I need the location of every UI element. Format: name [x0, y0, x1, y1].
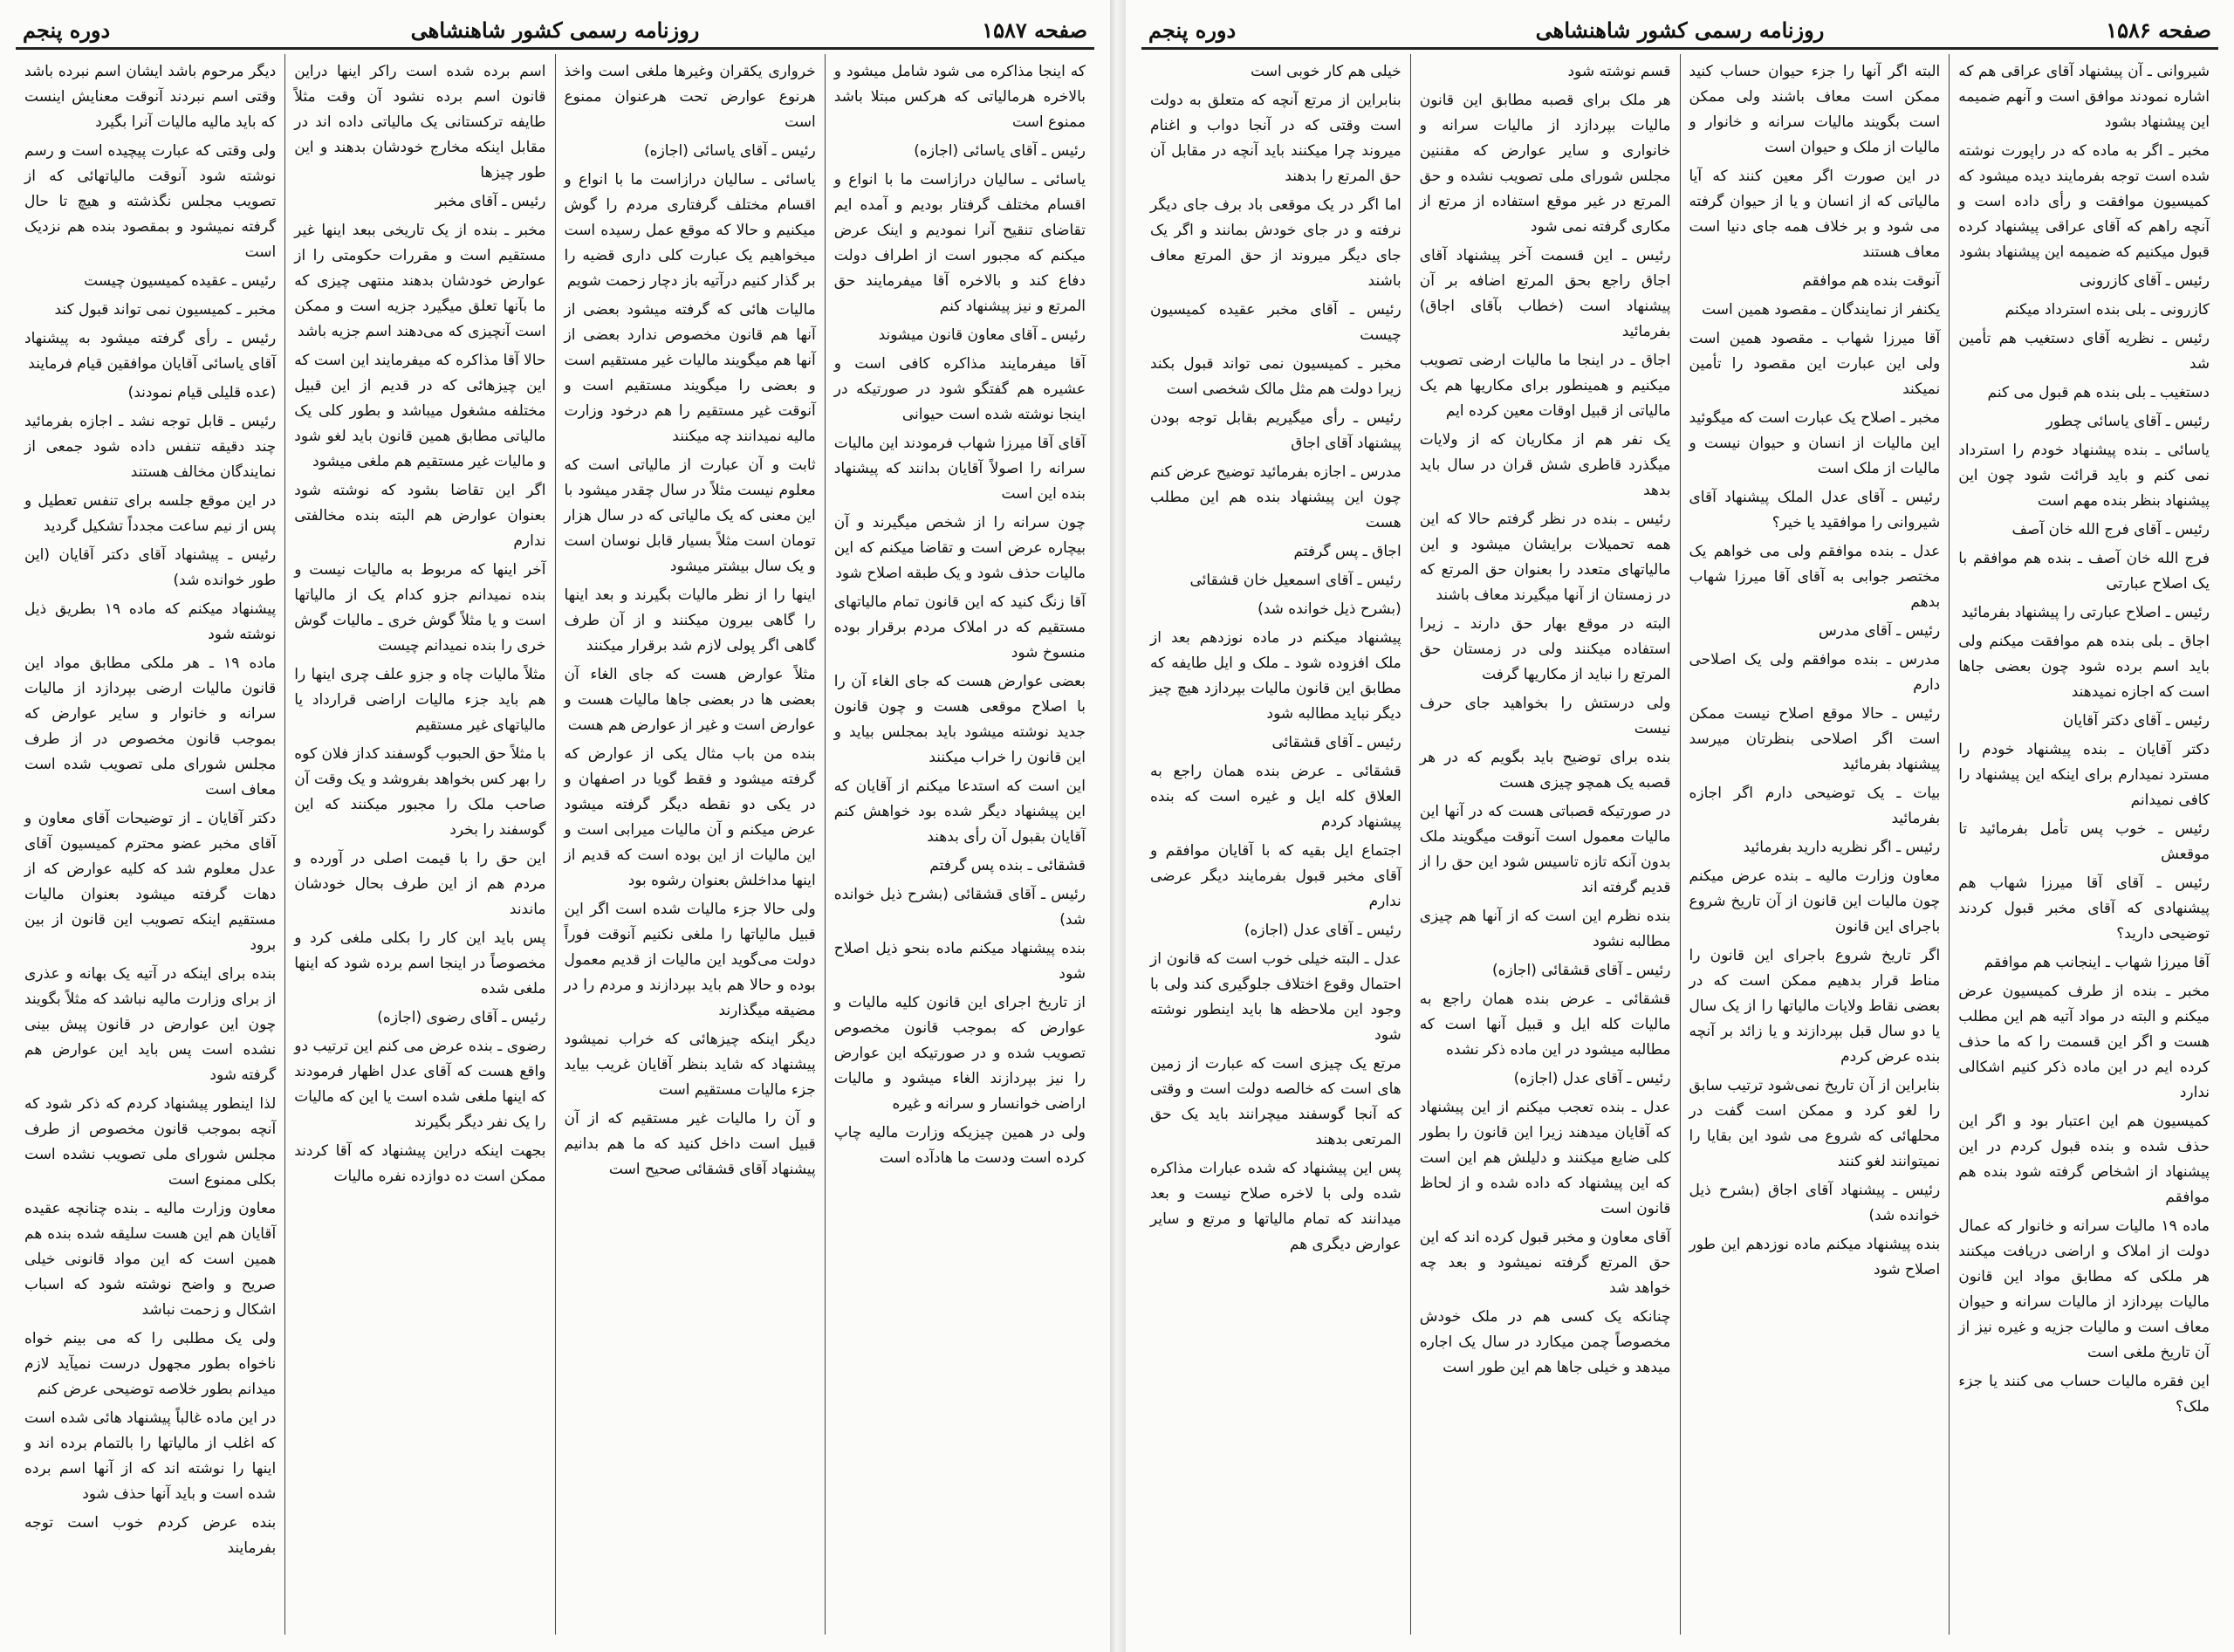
paragraph: اگر این تقاضا بشود که نوشته شود بعنوان عوارض هم البته بنده مخالفتی ندارم [294, 482, 546, 550]
paragraph: اگر تاریخ شروع باجرای این قانون را مناط قرار بدهیم ممکن است که در بعضی نقاط ولایات مالیاتها را از یک سال یا دو سال قبل بپردازند و یا زائد بر آنچه بنده عرض کردم [1689, 947, 1941, 1066]
paragraph: بنده برای توضیح باید بگویم که در هر قصبه یک همچو چیزی هست [1419, 749, 1671, 792]
paragraph: رئیس ـ این قسمت آخر پیشنهاد آقای اجاق راجع بحق المرتع اضافه بر آن پیشنهاد است (خطاب بآقای اجاق) بفرمائید [1419, 247, 1671, 340]
paragraph: (بشرح ذیل خوانده شد) [1257, 600, 1401, 618]
paragraph: آقا میرزا شهاب ـ مقصود همین است ولی این عبارت این مقصود را تأمین نمیکند [1689, 330, 1941, 398]
page-number: صفحه ۱۵۸۶ [2106, 17, 2211, 43]
paragraph: دیگر مرحوم باشد ایشان اسم نبرده باشد وقتی اسم نبردند آنوقت معنایش اینست که باید مالیه مالیات آنرا بگیرد [24, 63, 277, 131]
paragraph: بنده پیشنهاد میکنم ماده بنحو ذیل اصلاح شود [833, 940, 1086, 983]
paragraph: لذا اینطور پیشنهاد کردم که ذکر شود که آنچه بموجب قانون مخصوص از طرف مجلس شورای ملی تصویب نشده است بکلی ممنوع است [24, 1095, 277, 1189]
paragraph: رئیس ـ آقای مدرس [1818, 622, 1941, 640]
paragraph: اجاق ـ بلی بنده هم موافقت میکنم ولی باید اسم برده شود چون بعضی جاها است که اجازه نمیدهند [1958, 633, 2210, 701]
paragraph: از تاریخ اجرای این قانون کلیه مالیات و عوارض که بموجب قانون مخصوص تصویب شده و در صورتیکه این عوارض را نیز بپردازند الغاء میشود و مالیات اراضی خوانسار و سرانه و غیره [833, 994, 1086, 1113]
paragraph: مثلاً مالیات چاه و جزو علف چری اینها را هم باید جزء مالیات اراضی قرارداد یا مالیاتهای غیر مستقیم [294, 666, 546, 734]
paragraph: یاسائی ـ سالیان درازاست ما با انواع و اقسام مختلف گرفتاری مردم را گوش میکنیم و حالا که موقع عمل رسیده است میخواهیم یک عبارت کلی داری قضیه را بر گذار کنیم درآتیه باز دچار زحمت شویم [564, 171, 816, 290]
paragraph: بعضی عوارض هست که جای الغاء آن را با اصلاح موقعی هست و چون قانون جدید نوشته میشود باید بمجلس بیاید و این قانون را خراب میکنند [833, 673, 1086, 766]
paragraph: رئیس ـ آقای عدل الملک پیشنهاد آقای شیروانی را موافقید یا خیر؟ [1689, 489, 1941, 531]
paragraph: عدل ـ بنده موافقم ولی می خواهم یک مختصر جوابی به آقای آقا میرزا شهاب بدهم [1689, 543, 1941, 611]
paragraph: معاون وزارت مالیه ـ بنده چنانچه عقیده آقایان هم این هست سلیقه شده بنده هم همین است که این مواد قانونی خیلی صریح و واضح نوشته شود که اسباب اشکال و زحمت نباشد [24, 1200, 277, 1319]
paragraph: ماده ۱۹ ـ هر ملکی مطابق مواد این قانون مالیات ارضی بپردازد از مالیات سرانه و خانوار و سایر عوارض که بموجب قانون مخصوص در از طرف مجلس شورای ملی تصویب شده است معاف است [24, 655, 277, 799]
paragraph: ولی در همین چیزیکه وزارت مالیه چاپ کرده است ودست ما هادآده است [833, 1124, 1086, 1167]
paragraph: بنابراین از مرتع آنچه که متعلق به دولت است وقتی که در آنجا دواب و اغنام میروند چرا میکنند باید آنچه در مقابل آن حق المرتع را بدهند [1150, 92, 1401, 185]
paragraph: چون سرانه را از شخص میگیرند و آن بیچاره عرض است و تقاضا میکنم که این مالیات حذف شود و یک طبقه اصلاح شود [833, 514, 1086, 582]
paragraph: کازرونی ـ بلی بنده استرداد میکنم [2004, 301, 2210, 319]
paragraph: بیات ـ یک توضیحی دارم اگر اجازه بفرمائید [1689, 785, 1941, 827]
paragraph: ولی درستش را بخواهید جای حرف نیست [1419, 695, 1671, 737]
paragraph: مخبر ـ بنده از یک تاریخی ببعد اینها غیر مستقیم است و مقررات حکومتی را از عوارض خودشان بدهند منتهی چیزی که ما بآنها تعلق میگیرد جزیه است و ممکن است آنچیزی که می‌دهند اسم جزیه باشد [294, 222, 546, 340]
paragraph: این فقره مالیات حساب می کنند یا جزء ملک؟ [1958, 1373, 2210, 1416]
paragraph: پیشنهاد میکنم که ماده ۱۹ بطریق ذیل نوشته شود [24, 600, 277, 643]
paragraph: در این موقع جلسه برای تنفس تعطیل و پس از نیم ساعت مجدداً تشکیل گردید [24, 492, 277, 535]
paragraph: رئیس ـ آقای قشقائی [1271, 734, 1401, 751]
paragraph: رئیس ـ اگر نظریه دارید بفرمائید [1743, 839, 1941, 856]
paragraph: اسم برده شده است راکر اینها دراین قانون اسم برده نشود آن وقت مثلاً طایفه ترکستانی یک مالیاتی داده اند در مقابل اینکه مخارج خودشان بدهند و این طور چیزها [294, 63, 546, 182]
paragraph: بجهت اینکه دراین پیشنهاد که آقا کردند ممکن است ده دوازده نفره مالیات [294, 1142, 546, 1185]
paragraph: مثلاً عوارض هست که جای الغاء آن بعضی ها در بعضی جاها مالیات هست و عوارض است و غیر از عوارض هم هست [564, 666, 816, 734]
paragraph: (عده قلیلی قیام نمودند) [127, 384, 277, 401]
paragraph: بنده من باب مثال یکی از عوارض که گرفته میشود و فقط گویا در اصفهان و در یکی دو نقطه دیگر گرفته میشود عرض میکنم و آن مالیات میرابی است و این مالیات از این بوده است که قدیم از اینها مداخلش بعنوان رشوه بود [564, 745, 816, 889]
paragraph: اما اگر در یک موقعی باد برف جای دیگر نرفته و در جای خودش بمانند و اگر یک جای دیگر میروند از حق المرتع معاف باشند [1150, 196, 1401, 290]
period-label: دوره پنجم [1148, 17, 1237, 43]
paragraph: رئیس ـ آقای اسمعیل خان قشقائی [1189, 572, 1401, 589]
newspaper-title: روزنامه رسمی کشور شاهنشاهی [1535, 17, 1825, 43]
newspaper-title: روزنامه رسمی کشور شاهنشاهی [410, 17, 700, 43]
header-rule [1141, 47, 2218, 50]
paragraph: آنوقت بنده هم موافقم [1802, 272, 1941, 290]
paragraph: رئیس ـ آقای دکتر آقایان [2062, 712, 2210, 730]
paragraph: یاسائی ـ بنده پیشنهاد خودم را استرداد نمی کنم و باید قرائت شود چون این پیشنهاد بنظر بنده مهم است [1958, 442, 2210, 510]
paragraph: پس باید این کار را بکلی ملغی کرد و مخصوصاً در اینجا اسم برده شود که اینها ملغی شده [294, 929, 546, 997]
page-gutter [1110, 0, 1126, 1652]
paragraph: خرواری یکقران وغیرها ملغی است واخذ هرنوع عوارض تحت هرعنوان ممنوع است [564, 63, 816, 131]
paragraph: رئیس ـ آقای آقا میرزا شهاب هم پیشنهادی که آقای مخبر قبول کردند توضیحی دارید؟ [1958, 874, 2210, 943]
paragraph: اجاق ـ پس گرفتم [1293, 543, 1401, 560]
paragraph: پیشنهاد میکنم در ماده نوزدهم بعد از ملک افزوده شود ـ ملک و ایل طایفه که مطابق این قانون مالیات بپردازد هیچ چیز دیگر نباید مطالبه شود [1150, 629, 1401, 723]
paragraph: رئیس ـ آقای عدل (اجازه) [1244, 922, 1401, 939]
paragraph: رئیس ـ خوب پس تأمل بفرمائید تا موقعش [1958, 820, 2210, 863]
paragraph: آقا میفرمایند مذاکره کافی است و عشیره هم گفتگو شود در صورتیکه در اینجا نوشته شده است حیوانی [833, 355, 1086, 423]
period-label: دوره پنجم [23, 17, 111, 43]
paragraph: ثابت و آن عبارت از مالیاتی است که معلوم نیست مثلاً در سال چقدر میشود با این معنی که یک مالیاتی که در سال هزار تومان است مثلاً بسیار قابل نوسان است و یک سال بیشتر میشود [564, 456, 816, 575]
page-number: صفحه ۱۵۸۷ [982, 17, 1087, 43]
paragraph: مخبر ـ اصلاح یک عبارت است که میگوئید این مالیات از انسان و حیوان نیست و مالیات از ملک است [1689, 409, 1941, 477]
text-column [825, 54, 1094, 1635]
paragraph: رئیس ـ آقای معاون قانون میشوند [878, 326, 1086, 344]
paragraph: با مثلاً حق الحبوب گوسفند کداز فلان کوه را بهر کس بخواهد بفروشد و یک وقت آن صاحب ملک را مجبور میکنند که این گوسفند را بخرد [294, 745, 546, 839]
paragraph: دکتر آقایان ـ از توضیحات آقای معاون و آقای مخبر عضو محترم کمیسیون آقای عدل معلوم شد که کلیه عوارض که از دهات گرفته میشود بعنوان مالیات مستقیم اینکه تصویب این قانون از بین برود [24, 810, 277, 954]
paragraph: آقای معاون و مخبر قبول کرده اند که این حق المرتع گرفته نمیشود و بعد چه خواهد شد [1419, 1229, 1671, 1297]
paragraph: چنانکه یک کسی هم در ملک خودش مخصوصاً چمن میکارد در سال یک اجاره میدهد و خیلی جاها هم این طور است [1419, 1308, 1671, 1376]
paragraph: معاون وزارت مالیه ـ بنده عرض میکنم چون مالیات این قانون از آن تاریخ شروع باجرای این قانون [1689, 867, 1941, 936]
paragraph: مخبر ـ کمیسیون نمی تواند قبول کند [54, 301, 277, 319]
paragraph: رئیس ـ پیشنهاد آقای دکتر آقایان (این طور خوانده شد) [24, 546, 277, 589]
paragraph: یاسائی ـ سالیان درازاست ما با انواع و اقسام مختلف گرفتار بودیم و آمده ایم تقاضای تنقیح آنرا نمودیم و اینک عرض میکنم که مجبور است از اطراف دولت دفاع کند و بالاخره آقا میفرمایند حق المرتع و نیز پیشنهاد کنم [833, 171, 1086, 315]
paragraph: البته اگر آنها را جزء حیوان حساب کنید ممکن است معاف باشند ولی ممکن است بگویند مالیات سرانه و خانوار و مالیات از ملک و حیوان است [1689, 63, 1941, 156]
paragraph: بنده پیشنهاد میکنم ماده نوزدهم این طور اصلاح شود [1689, 1236, 1941, 1278]
column-group [16, 54, 1094, 1635]
paragraph: در صورتیکه قصباتی هست که در آنها این مالیات معمول است آنوقت میگویند ملک بدون آنکه تازه تاسیس شود این حق را از قدیم گرفته اند [1419, 803, 1671, 896]
paragraph: عدل ـ بنده تعجب میکنم از این پیشنهاد که آقایان میدهند زیرا این قانون را بطور کلی ضایع میکنند و دلیلش هم این است که این پیشنهاد که داده شده و از لحاظ قانون است [1419, 1099, 1671, 1217]
paragraph: آخر اینها که مربوط به مالیات نیست و بنده نمیدانم جزو کدام یک از مالیاتها است و یا مثلاً گوش خری ـ مالیات گوش خری را بنده نمیدانم چیست [294, 561, 546, 655]
paragraph: البته در موقع بهار حق دارند ـ زیرا استفاده میکنند ولی در زمستان حق المرتع را نباید از مکاریها گرفت [1419, 615, 1671, 683]
paragraph: مالیات هائی که گرفته میشود بعضی از آنها هم قانون مخصوص ندارد بعضی از آنها هم میگویند مالیات غیر مستقیم است و بعضی را میگویند مستقیم است و آنوقت غیر مستقیم را هم درخود وزارت مالیه نمیدانند چه میکنند [564, 301, 816, 445]
paragraph: بنده عرض کردم خوب است توجه بفرمایند [24, 1514, 277, 1557]
paragraph: رئیس ـ حالا موقع اصلاح نیست ممکن است اگر اصلاحی بنظرتان میرسد پیشنهاد بفرمائید [1689, 705, 1941, 773]
paragraph: رئیس ـ قابل توجه نشد ـ اجازه بفرمائید چند دقیقه تنفس داده شود جمعی از نمایندگان مخالف هستند [24, 413, 277, 481]
paragraph: فرج الله خان آصف ـ بنده هم موافقم با یک اصلاح عبارتی [1958, 550, 2210, 593]
left-page [0, 0, 1110, 1652]
text-column [1141, 54, 1410, 1635]
paragraph: رئیس ـ اصلاح عبارتی را پیشنهاد بفرمائید [1961, 604, 2210, 621]
paragraph: اجاق ـ در اینجا ما مالیات ارضی تصویب میکنیم و همینطور برای مکاریها هم یک مالیاتی از قبیل اوقات معین کرده ایم [1419, 352, 1671, 420]
paragraph: بنده برای اینکه در آتیه یک بهانه و عذری از برای وزارت مالیه نباشد که مثلاً بگویند چون این عوارض در قانون پیش بینی نشده است پس باید این عوارض هم گرفته شود [24, 965, 277, 1084]
paragraph: کمیسیون هم این اعتبار بود و اگر این حذف شده و بنده قبول کردم در این پیشنهاد از اشخاص گرفته شود بنده هم موافقم [1958, 1113, 2210, 1206]
paragraph: رئیس ـ آقای قشقائی (بشرح ذیل خوانده شد) [833, 886, 1086, 929]
paragraph: رئیس ـ آقای فرج الله خان آصف [2011, 521, 2210, 538]
paragraph: اجتماع ایل بقیه که با آقایان موافقم و آقای مخبر قبول بفرمایند دیگر عرضی ندارم [1150, 842, 1401, 910]
paragraph: در این صورت اگر معین کنند که آیا مالیاتی که از انسان و یا از حیوان گرفته می شود و بر خلاف همه جای دنیا است معاف هستند [1689, 168, 1941, 261]
paragraph: ولی یک مطلبی را که می بینم خواه ناخواه بطور مجهول درست نمیآید لازم میدانم بطور خلاصه توضیحی عرض کنم [24, 1330, 277, 1398]
paragraph: که اینجا مذاکره می شود شامل میشود و بالاخره هرمالیاتی که هرکس مبتلا باشد ممنوع است [833, 63, 1086, 131]
paragraph: رئیس ـ آقای یاسائی (اجازه) [644, 142, 816, 160]
text-column [1410, 54, 1680, 1635]
paragraph: رئیس ـ آقای یاسائی چطور [2046, 413, 2210, 430]
right-page [1126, 0, 2234, 1652]
paragraph: ولی حالا جزء مالیات شده است اگر این قبیل مالیاتها را ملغی نکنیم آنوقت فوراً دولت می‌گوید این مالیات از قدیم معمول بوده و حالا هم باید بپردازند و مردم را در مضیقه میگذارند [564, 901, 816, 1019]
paragraph: رئیس ـ عقیده کمیسیون چیست [84, 272, 277, 290]
paragraph: دیگر اینکه چیزهائی که خراب نمیشود پیشنهاد که شاید بنظر آقایان غریب بیاید جزء مالیات مستقیم است [564, 1031, 816, 1099]
paragraph: دکتر آقایان ـ بنده پیشنهاد خودم را مسترد نمیدارم برای اینکه این پیشنهاد را کافی نمیدانم [1958, 741, 2210, 809]
paragraph: هر ملک برای قصبه مطابق این قانون مالیات بپردازد از مالیات سرانه و خانواری و سایر عوارض که مقننین مجلس شورای ملی تصویب نشده و حق المرتع در غیر موقع استفاده از مرتع از مکاری گرفته نمی شود [1419, 92, 1671, 236]
paragraph: رئیس ـ پیشنهاد آقای اجاق (بشرح ذیل خوانده شد) [1689, 1182, 1941, 1224]
text-column [16, 54, 284, 1635]
paragraph: رئیس ـ آقای مخبر عقیده کمیسیون چیست [1150, 301, 1401, 344]
paragraph: رئیس ـ رأی گرفته میشود به پیشنهاد آقای یاسائی آقایان موافقین قیام فرمایند [24, 330, 277, 373]
paragraph: رئیس ـ بنده در نظر گرفتم حالا که این همه تحمیلات برایشان میشود و این مالیاتهای متعدد را بعنوان حق المرتع که در زمستان از آنها میگیرند معاف باشند [1419, 511, 1671, 604]
paragraph: مخبر ـ بنده از طرف کمیسیون عرض میکنم و البته در مواد آتیه هم این مطلب هست و اگر این قسمت را که ما حذف کرده ایم در این ماده ذکر کنیم اشکالی ندارد [1958, 983, 2210, 1101]
text-column [284, 54, 554, 1635]
paragraph: این حق را با قیمت اصلی در آورده و مردم هم از این طرف بحال خودشان ماندند [294, 850, 546, 918]
paragraph: آقای آقا میرزا شهاب فرمودند این مالیات سرانه را اصولاً آقایان بدانند که پیشنهاد بنده این است [833, 435, 1086, 503]
paragraph: حالا آقا مذاکره که میفرمایند این است که این چیزهائی که در قدیم از این قبیل مختلفه مشغول میباشد و بطور کلی یک مالیاتی مطابق همین قانون باید لغو شود و مالیات غیر مستقیم هم ملغی میشود [294, 352, 546, 470]
paragraph: عدل ـ البته خیلی خوب است که قانون از احتمال وقوع اختلاف جلوگیری کند ولی با وجود این ملاحظه ها باید اینطور نوشته شود [1150, 950, 1401, 1044]
header-rule [16, 47, 1094, 50]
paragraph: مخبر ـ کمیسیون نمی تواند قبول بکند زیرا دولت هم مثل مالک شخصی است [1150, 355, 1401, 398]
paragraph: و آن را مالیات غیر مستقیم که از آن قبیل است داخل کنید که ما هم بدانیم پیشنهاد آقای قشقائی صحیح است [564, 1110, 816, 1178]
paragraph: قشقائی ـ بنده پس گرفتم [929, 857, 1086, 874]
paragraph: رئیس ـ نظریه آقای دستغیب هم تأمین شد [1958, 330, 2210, 373]
paragraph: پس این پیشنهاد که شده عبارات مذاکره شده ولی با لاخره صلاح نیست و بعد میدانند که تمام مالیاتها و مرتع و سایر عوارض دیگری هم [1150, 1160, 1401, 1253]
paragraph: رئیس ـ آقای کازرونی [2079, 272, 2210, 290]
paragraph: رئیس ـ آقای رضوی (اجازه) [377, 1009, 546, 1026]
text-column [555, 54, 825, 1635]
paragraph: ماده ۱۹ مالیات سرانه و خانوار که عمال دولت از املاک و اراضی دریافت میکنند هر ملکی که مطابق مواد این قانون مالیات بپردازد از مالیات سرانه و حیوان معاف است و مالیات جزیه و غیره نیز از آن تاریخ ملغی است [1958, 1217, 2210, 1361]
paragraph: یکنفر از نمایندگان ـ مقصود همین است [1702, 301, 1941, 319]
paragraph: رئیس ـ آقای یاسائی (اجازه) [914, 142, 1086, 160]
paragraph: رضوی ـ بنده عرض می کنم این ترتیب دو واقع هست که آقای عدل اظهار فرمودند که اینها ملغی شده است یا این که مالیات را یک نفر دیگر بگیرند [294, 1038, 546, 1131]
paragraph: رئیس ـ آقای قشقائی (اجازه) [1492, 962, 1671, 979]
paragraph: رئیس ـ رأی میگیریم بقابل توجه بودن پیشنهاد آقای اجاق [1150, 409, 1401, 452]
paragraph: دستغیب ـ بلی بنده هم قبول می کنم [1987, 384, 2210, 401]
paragraph: یک نفر هم از مکاریان که از ولایات میگذرد قاطری شش قران در سال باید بدهد [1419, 431, 1671, 499]
page-header [1141, 12, 2218, 45]
paragraph: آقا زنگ کنید که این قانون تمام مالیاتهای مستقیم که در املاک مردم برقرار بوده منسوخ شود [833, 593, 1086, 661]
paragraph: قسم نوشته شود [1567, 63, 1671, 80]
paragraph: خیلی هم کار خوبی است [1251, 63, 1401, 80]
paragraph: آقا میرزا شهاب ـ اینجانب هم موافقم [1984, 954, 2210, 971]
paragraph: بنده نظرم این است که از آنها هم چیزی مطالبه نشود [1419, 908, 1671, 950]
paragraph: بنابراین از آن تاریخ نمی‌شود ترتیب سابق را لغو کرد و ممکن است گفت در محلهائی که شروع می شود این بقایا را نمیتوانند لغو کنند [1689, 1077, 1941, 1170]
paragraph: قشقائی ـ عرض بنده همان راجع به العلاق کله ایل و غیره است که بنده پیشنهاد کردم [1150, 763, 1401, 831]
paragraph: رئیس ـ آقای مخبر [435, 193, 546, 210]
text-column [1680, 54, 1950, 1635]
paragraph: مخبر ـ اگر به ماده که در راپورت نوشته شده است توجه بفرمایند دیده میشود که کمیسیون موافقت و رأی داده است و آنچه راهم که آقای عراقی پیشنهاد کرده قبول میکنیم که ضمیمه این پیشنهاد بشود [1958, 142, 2210, 261]
paragraph: شیروانی ـ آن پیشنهاد آقای عراقی هم که اشاره نمودند موافق است و آنهم ضمیمه این پیشنهاد بشود [1958, 63, 2210, 131]
paragraph: این است که استدعا میکنم از آقایان که این پیشنهاد دیگر شده بود خواهش کنم آقایان بقبول آن رأی بدهند [833, 778, 1086, 846]
paragraph: اینها را از نظر مالیات بگیرند و بعد اینها را گاهی بیرون میکنند و از آن طرف گاهی اگر پولی لازم شد برقرار میکنند [564, 586, 816, 655]
paragraph: مدرس ـ بنده موافقم ولی یک اصلاحی دارم [1689, 651, 1941, 694]
paragraph: رئیس ـ آقای عدل (اجازه) [1513, 1070, 1671, 1087]
page-header [16, 12, 1094, 45]
paragraph: قشقائی ـ عرض بنده همان راجع به مالیات کله ایل و قبیل آنها است که مطالبه میشود در این ماده ذکر نشده [1419, 991, 1671, 1059]
paragraph: ولی وقتی که عبارت پیچیده است و رسم نوشته شود آنوقت مالیاتهائی که از تصویب مجلس نگذشته و هیچ تا حال گرفته نمیشود و بمقصود بنده هم نزدیک است [24, 142, 277, 261]
paragraph: در این ماده غالباً پیشنهاد هائی شده است که اغلب از مالیاتها را بالتمام برده اند و اینها را نوشته اند که از آنها اسم برده شده است و باید آنها حذف شود [24, 1409, 277, 1503]
column-group [1141, 54, 2218, 1635]
text-column [1949, 54, 2218, 1635]
paragraph: مرتع یک چیزی است که عبارت از زمین های است که خالصه دولت است و وقتی که آنجا گوسفند میچرانند باید یک حق المرتعی بدهند [1150, 1055, 1401, 1148]
paragraph: مدرس ـ اجازه بفرمائید توضیح عرض کنم چون این پیشنهاد بنده هم این مطلب هست [1150, 463, 1401, 531]
